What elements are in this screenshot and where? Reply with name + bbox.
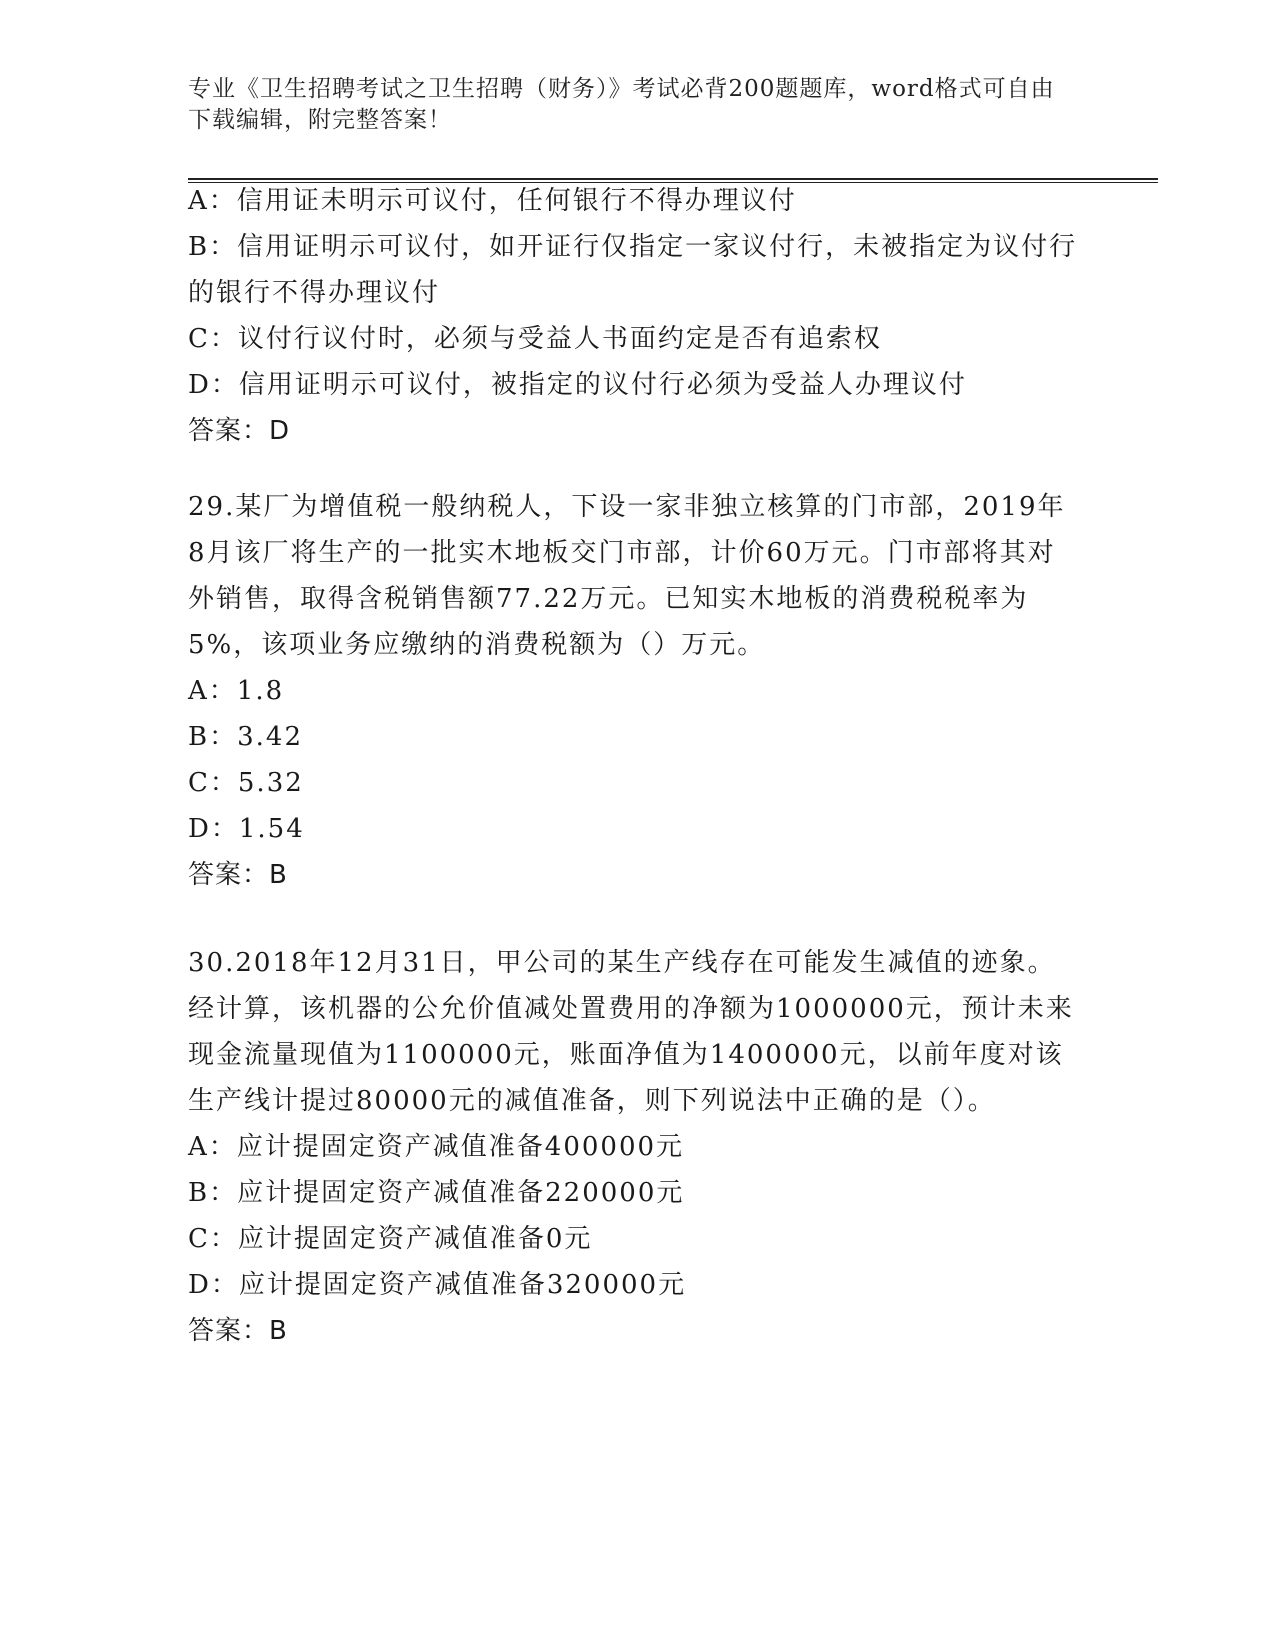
answer: 答案：D (188, 416, 291, 446)
option-c: C：5.32 (188, 768, 304, 798)
question-stem: 30.2018年12月31日，甲公司的某生产线存在可能发生减值的迹象。经计算，该机器的公允价值减处置费用的净额为1000000元，预计未来现金流量现值为1100000元，账面净值为1400000元，以前年度对该生产线计提过80000元的减值准备，则下列说法中正确的是（）。 (188, 948, 1074, 1116)
question-stem: 29.某厂为增值税一般纳税人，下设一家非独立核算的门市部，2019年8月该厂将生产的一批实木地板交门市部，计价60万元。门市部将其对外销售，取得含税销售额77.22万元。已知实木地板的消费税税率为5%，该项业务应缴纳的消费税额为（）万元。 (188, 492, 1066, 660)
option-c: C：应计提固定资产减值准备0元 (188, 1224, 593, 1254)
option-a: A：信用证未明示可议付，任何银行不得办理议付 (188, 186, 797, 216)
option-a: A：应计提固定资产减值准备400000元 (188, 1132, 685, 1162)
option-d: D：应计提固定资产减值准备320000元 (188, 1270, 687, 1300)
option-b: B：3.42 (188, 722, 303, 752)
option-d: D：1.54 (188, 814, 305, 844)
question-28-block (188, 178, 1078, 454)
option-a: A：1.8 (188, 676, 285, 706)
document-header: 专业《卫生招聘考试之卫生招聘（财务）》考试必背200题题库，word格式可自由下载编辑，附完整答案！ (188, 76, 1055, 133)
question-30-block (188, 940, 1078, 1354)
option-c: C：议付行议付时，必须与受益人书面约定是否有追索权 (188, 324, 882, 354)
option-d: D：信用证明示可议付，被指定的议付行必须为受益人办理议付 (188, 370, 967, 400)
option-b: B：信用证明示可议付，如开证行仅指定一家议付行，未被指定为议付行的银行不得办理议付 (188, 232, 1078, 308)
answer: 答案：B (188, 860, 288, 890)
question-29-block (188, 484, 1078, 898)
answer: 答案：B (188, 1316, 288, 1346)
option-b: B：应计提固定资产减值准备220000元 (188, 1178, 685, 1208)
